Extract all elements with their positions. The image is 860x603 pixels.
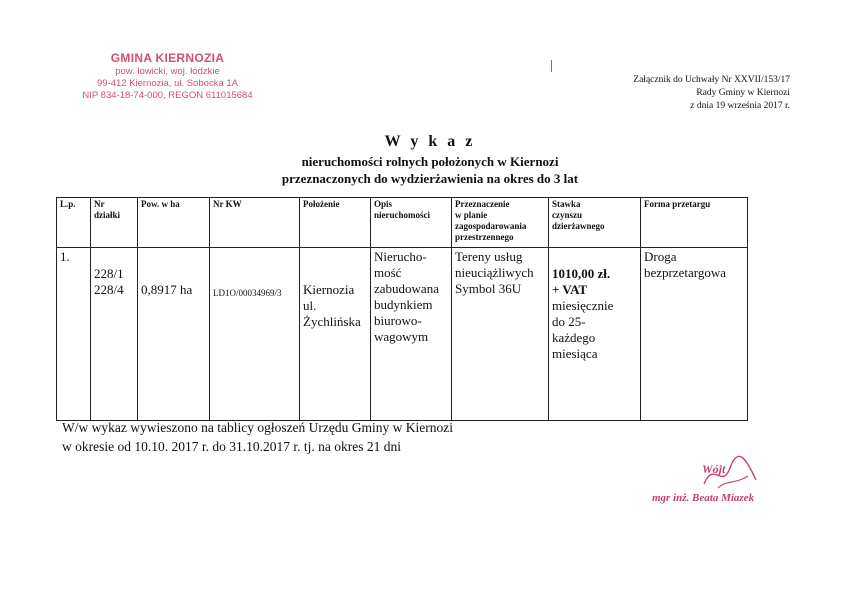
stawka-opis: miesięcznie do 25- każdego miesiąca	[552, 298, 614, 361]
header-nr-dzialki: Nr działki	[91, 198, 138, 248]
cell-przeznaczenie: Tereny usług nieuciążliwych Symbol 36U	[452, 248, 549, 421]
document-title	[200, 133, 660, 187]
stawka-kwota: 1010,00 zł. + VAT	[552, 266, 611, 297]
header-stawka: Stawka czynszu dzierżawnego	[549, 198, 641, 248]
cell-lp: 1.	[57, 248, 91, 421]
cell-polozenie: Kiernozia ul. Żychlińska	[300, 248, 371, 421]
header-przeznaczenie: Przeznaczenie w planie zagospodarowania przestrzennego	[452, 198, 549, 248]
title-line-1: nieruchomości rolnych położonych w Kiernozi	[301, 154, 559, 169]
title-main: W y k a z	[384, 133, 476, 150]
attachment-line-resolution: Załącznik do Uchwały Nr XXVII/153/17	[633, 75, 790, 85]
header-forma: Forma przetargu	[641, 198, 748, 248]
cell-powierzchnia: 0,8917 ha	[138, 248, 210, 421]
header-lp: L.p.	[57, 198, 91, 248]
header-nr-kw: Nr KW	[210, 198, 300, 248]
posting-note-line-2: w okresie od 10.10. 2017 r. do 31.10.2017 r. tj. na okres 21 dni	[62, 439, 401, 454]
header-powierzchnia: Pow. w ha	[138, 198, 210, 248]
stamp-name: GMINA KIERNOZIA	[110, 51, 225, 65]
attachment-line-council: Rady Gminy w Kiernozi	[696, 88, 790, 98]
signature-name: mgr inż. Beata Miazek	[652, 492, 755, 504]
signature-title: Wójt	[702, 462, 726, 476]
signature-block	[640, 462, 810, 522]
cell-nr-kw: LD1O/00034969/3	[210, 248, 300, 421]
title-line-2: przeznaczonych do wydzierżawienia na okres do 3 lat	[281, 171, 579, 186]
cell-opis: Nierucho- mość zabudowana budynkiem biurowo- wagowym	[371, 248, 452, 421]
gmina-stamp	[60, 52, 275, 102]
posting-note	[62, 418, 453, 456]
scan-mark	[551, 60, 552, 72]
property-table	[56, 197, 748, 421]
attachment-note	[580, 74, 790, 113]
table-row	[57, 248, 748, 421]
stamp-line-nip: NIP 834-18-74-000, REGON 611015684	[82, 90, 253, 101]
header-opis: Opis nieruchomości	[371, 198, 452, 248]
stamp-line-county: pow. łowicki, woj. łódzkie	[115, 66, 220, 77]
posting-note-line-1: W/w wykaz wywieszono na tablicy ogłoszeń Urzędu Gminy w Kiernozi	[62, 420, 454, 435]
table-header-row	[57, 198, 748, 248]
cell-nr-dzialki: 228/1 228/4	[91, 248, 138, 421]
stamp-line-address: 99-412 Kiernozia, ul. Sobocka 1A	[96, 78, 238, 89]
cell-forma: Droga bezprzetargowa	[641, 248, 748, 421]
header-polozenie: Położenie	[300, 198, 371, 248]
cell-stawka	[549, 248, 641, 421]
attachment-line-date: z dnia 19 września 2017 r.	[690, 101, 790, 111]
